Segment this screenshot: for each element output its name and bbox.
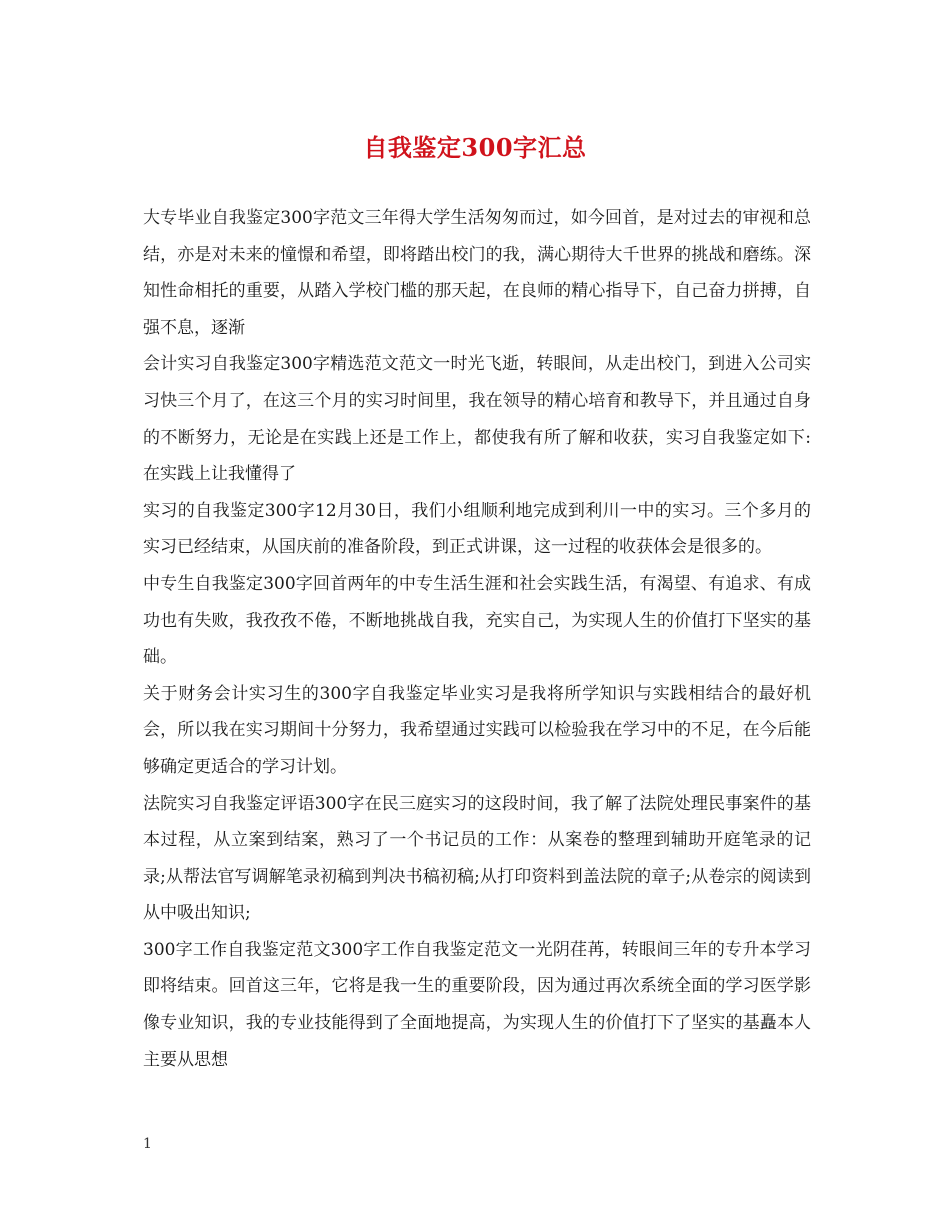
- paragraph-6: 法院实习自我鉴定评语300字在民三庭实习的这段时间，我了解了法院处理民事案件的基本过程，从立案到结案，熟习了一个书记员的工作：从案卷的整理到辅助开庭笔录的记录;从帮法官写调解笔录初稿到判决书稿初稿;从打印资料到盖法院的章子;从卷宗的阅读到从中吸出知识;: [143, 793, 811, 924]
- paragraph-4: 中专生自我鉴定300字回首两年的中专生活生涯和社会实践生活，有渴望、有追求、有成功也有失败，我孜孜不倦，不断地挑战自我，充实自己，为实现人生的价值打下坚实的基础。: [143, 573, 811, 668]
- paragraph-3: 实习的自我鉴定300字12月30日，我们小组顺利地完成到利川一中的实习。三个多月的实习已经结束，从国庆前的准备阶段，到正式讲课，这一过程的收获体会是很多的。: [143, 500, 811, 558]
- paragraph-7: 300字工作自我鉴定范文300字工作自我鉴定范文一光阴荏苒，转眼间三年的专升本学习即将结束。回首这三年，它将是我一生的重要阶段，因为通过再次系统全面的学习医学影像专业知识，我的专业技能得到了全面地提高，为实现人生的价值打下了坚实的基矗本人主要从思想: [143, 939, 811, 1070]
- paragraph-1: 大专毕业自我鉴定300字范文三年得大学生活匆匆而过，如今回首，是对过去的审视和总结，亦是对未来的憧憬和希望，即将踏出校门的我，满心期待大千世界的挑战和磨练。深知性命相托的重要，从踏入学校门槛的那天起，在良师的精心指导下，自己奋力拼搏，自强不息，逐渐: [143, 208, 811, 338]
- paragraph-2: 会计实习自我鉴定300字精选范文范文一时光飞逝，转眼间，从走出校门，到进入公司实习快三个月了，在这三个月的实习时间里，我在领导的精心培育和教导下，并且通过自身的不断努力，无论是在实践上还是工作上，都使我有所了解和收获，实习自我鉴定如下:在实践上让我懂得了: [143, 354, 811, 485]
- paragraph-5: 关于财务会计实习生的300字自我鉴定毕业实习是我将所学知识与实践相结合的最好机会，所以我在实习期间十分努力，我希望通过实践可以检验我在学习中的不足，在今后能够确定更适合的学习计划。: [143, 683, 811, 777]
- document-title: 自我鉴定300字汇总: [363, 133, 587, 162]
- page-number: 1: [143, 1136, 152, 1152]
- document-body: [143, 200, 811, 1078]
